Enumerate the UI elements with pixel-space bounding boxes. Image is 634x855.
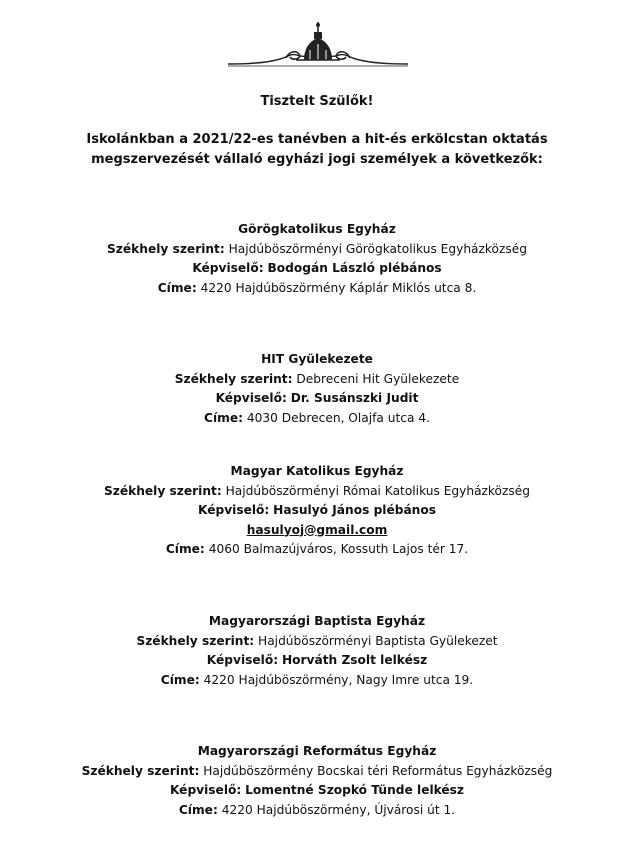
rep-label: Képviselő: xyxy=(206,653,279,667)
church-address xyxy=(0,279,634,299)
church-seat xyxy=(0,762,634,782)
rep-label: Képviselő: xyxy=(169,783,242,797)
seat-label: Székhely szerint: xyxy=(81,763,200,778)
church-seat xyxy=(0,632,634,652)
address-label: Címe: xyxy=(160,672,200,687)
intro-line: megszervezését vállaló egyházi jogi személyek a következők: xyxy=(91,152,543,167)
address-value: 4220 Hajdúböszörmény Káplár Miklós utca 8. xyxy=(200,280,477,295)
church-rep xyxy=(0,651,634,671)
rep-value: Bodogán László plébános xyxy=(267,261,442,275)
church-rep xyxy=(0,259,634,279)
rep-label: Képviselő: xyxy=(198,503,270,517)
church-seat xyxy=(0,240,634,260)
church-address xyxy=(0,801,634,821)
church-email-line xyxy=(0,521,634,541)
church-name: Magyarországi Református Egyház xyxy=(197,744,437,758)
address-label: Címe: xyxy=(178,802,218,817)
address-value: 4220 Hajdúböszörmény, Újvárosi út 1. xyxy=(221,802,456,817)
address-value: 4060 Balmazújváros, Kossuth Lajos tér 17. xyxy=(208,542,469,556)
church-name: Magyarországi Baptista Egyház xyxy=(208,614,426,628)
church-block-magyar-katolikus xyxy=(0,462,634,560)
intro-line: Iskolánkban a 2021/22-es tanévben a hit-és erkölcstan oktatás xyxy=(86,132,548,147)
church-address xyxy=(0,671,634,691)
church-address xyxy=(0,540,634,560)
seat-label: Székhely szerint: xyxy=(103,483,222,498)
seat-value: Hajdúböszörményi Római Katolikus Egyházközség xyxy=(225,483,530,498)
church-address xyxy=(0,409,634,429)
seat-value: Hajdúböszörményi Görögkatolikus Egyházközség xyxy=(228,241,527,256)
church-block-hit xyxy=(0,350,634,428)
rep-value: Hasulyó János plébános xyxy=(273,503,436,517)
church-name: HIT Gyülekezete xyxy=(261,352,373,366)
church-seat xyxy=(0,482,634,502)
rep-value: Dr. Susánszki Judit xyxy=(290,391,419,405)
church-name: Görögkatolikus Egyház xyxy=(238,222,396,236)
rep-value: Horváth Zsolt lelkész xyxy=(281,653,428,667)
address-label: Címe: xyxy=(165,542,205,556)
seat-label: Székhely szerint: xyxy=(174,371,293,386)
address-label: Címe: xyxy=(157,280,197,295)
email-link[interactable]: hasulyoj@gmail.com xyxy=(246,522,388,537)
seat-value: Debreceni Hit Gyülekezete xyxy=(296,371,460,386)
church-rep xyxy=(0,389,634,409)
church-name: Magyar Katolikus Egyház xyxy=(230,464,404,478)
church-rep xyxy=(0,781,634,801)
address-label: Címe: xyxy=(204,410,244,425)
seat-label: Székhely szerint: xyxy=(107,241,225,256)
seat-label: Székhely szerint: xyxy=(136,633,255,648)
address-value: 4030 Debrecen, Olajfa utca 4. xyxy=(246,410,430,425)
ornamental-dome-logo-icon xyxy=(226,20,410,70)
rep-label: Képviselő: xyxy=(192,261,264,275)
church-block-reformatus xyxy=(0,742,634,820)
seat-value: Hajdúböszörmény Bocskai téri Református Egyházközség xyxy=(203,763,553,778)
greeting-title: Tisztelt Szülők! xyxy=(260,94,374,109)
church-block-baptista xyxy=(0,612,634,690)
rep-label: Képviselő: xyxy=(215,391,287,405)
seat-value: Hajdúböszörményi Baptista Gyülekezet xyxy=(258,633,498,648)
church-seat xyxy=(0,370,634,390)
address-value: 4220 Hajdúböszörmény, Nagy Imre utca 19. xyxy=(203,672,474,687)
rep-value: Lomentné Szopkó Tünde lelkész xyxy=(245,783,465,797)
church-rep xyxy=(0,501,634,521)
church-block-gorogkatolikus xyxy=(0,220,634,298)
intro-paragraph xyxy=(0,130,634,170)
